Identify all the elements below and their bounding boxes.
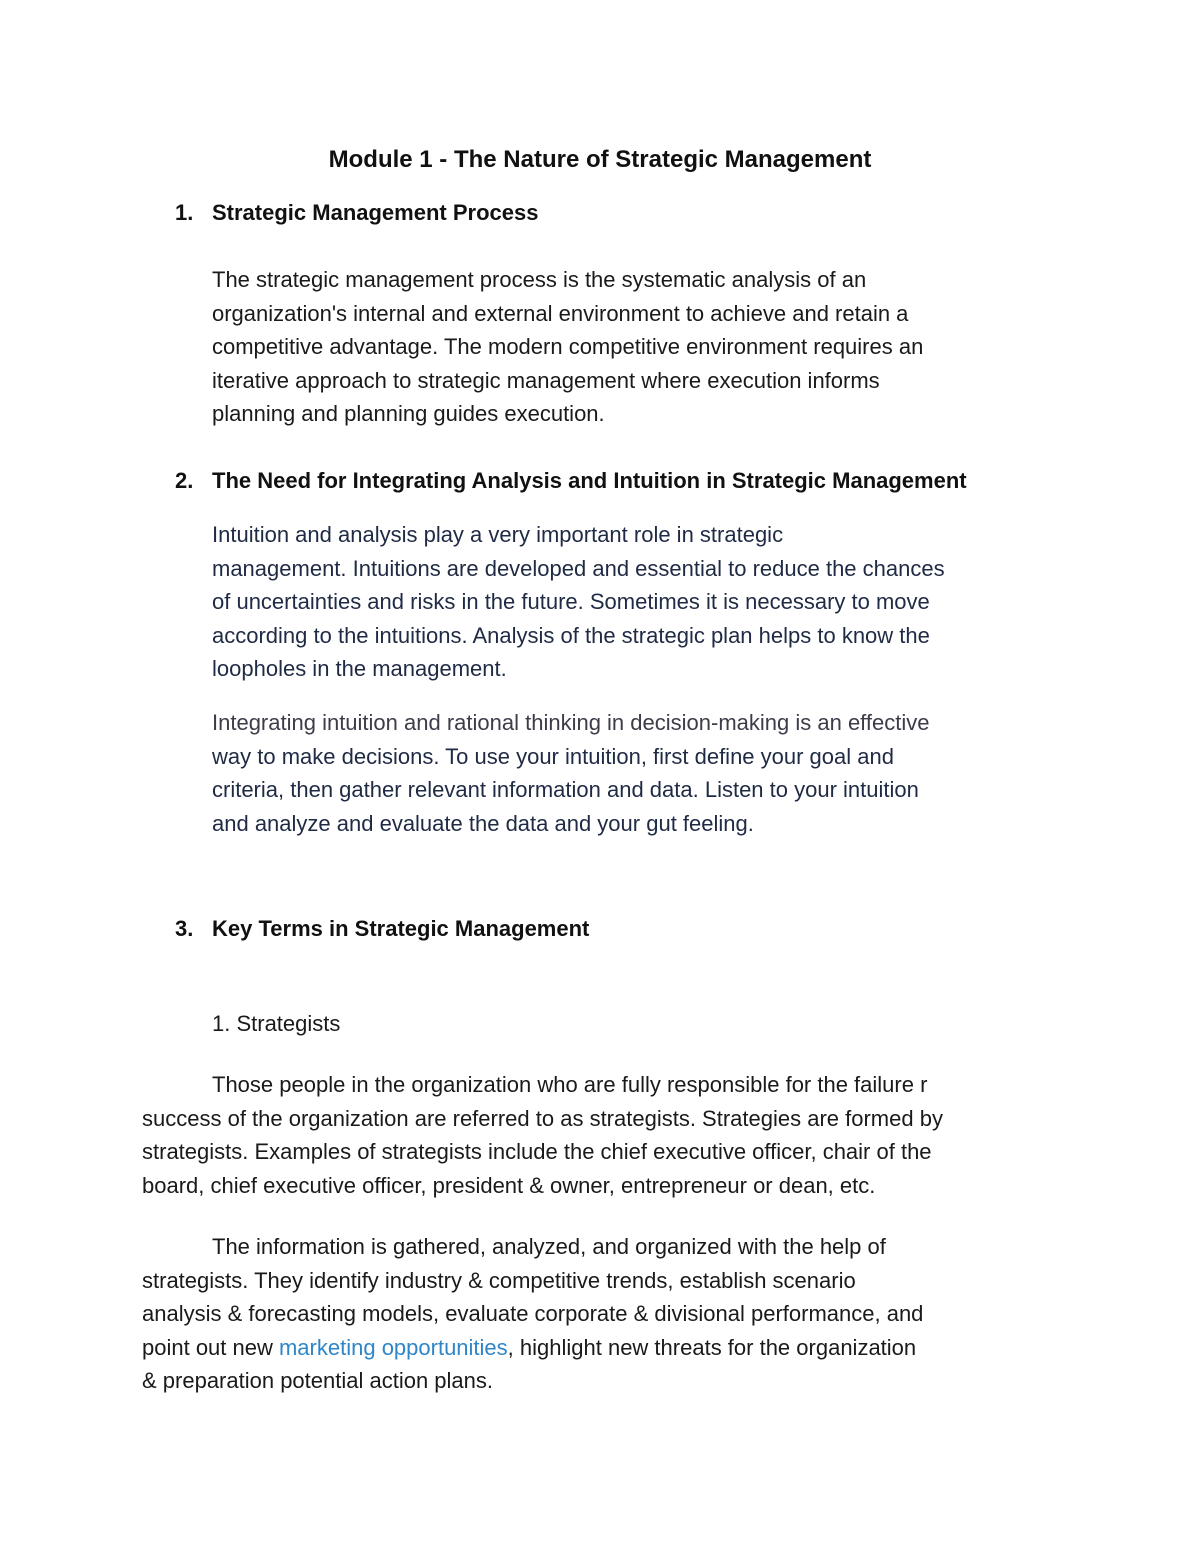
strategists-paragraph-1 xyxy=(142,1068,1072,1202)
paragraph-line: competitive advantage. The modern competitive environment requires an xyxy=(212,334,924,359)
paragraph-line: and analyze and evaluate the data and your gut feeling. xyxy=(212,810,754,836)
paragraph-line: planning and planning guides execution. xyxy=(212,401,605,426)
section-2-heading xyxy=(175,464,967,498)
document-title: Module 1 - The Nature of Strategic Management xyxy=(328,146,872,173)
paragraph-line: iterative approach to strategic management where execution informs xyxy=(212,367,880,393)
paragraph-line: organization's internal and external environment to achieve and retain a xyxy=(212,300,909,326)
line-text: point out new xyxy=(142,1334,279,1360)
marketing-opportunities-link[interactable]: marketing opportunities xyxy=(278,1334,508,1360)
section-1-title: Strategic Management Process xyxy=(212,200,539,225)
paragraph-line: & preparation potential action plans. xyxy=(142,1368,494,1393)
paragraph-line: analysis & forecasting models, evaluate corporate & divisional performance, and xyxy=(142,1301,924,1326)
key-term-strategists: 1. Strategists xyxy=(212,1011,341,1036)
section-2-paragraph-2 xyxy=(212,706,1072,840)
section-2-title: The Need for Integrating Analysis and Intuition in Strategic Management xyxy=(212,468,967,493)
paragraph-line xyxy=(142,1331,1072,1365)
line-text: , highlight new threats for the organization xyxy=(507,1334,917,1360)
paragraph-line: Intuition and analysis play a very important role in strategic xyxy=(212,522,784,547)
section-3-number: 3. xyxy=(175,916,194,941)
paragraph-line: criteria, then gather relevant information and data. Listen to your intuition xyxy=(212,777,919,802)
paragraph-line: board, chief executive officer, president & owner, entrepreneur or dean, etc. xyxy=(142,1172,876,1198)
paragraph-line: way to make decisions. To use your intuition, first define your goal and xyxy=(212,743,894,769)
paragraph-line: The information is gathered, analyzed, and organized with the help of xyxy=(212,1234,886,1259)
paragraph-line: The strategic management process is the systematic analysis of an xyxy=(212,267,867,292)
paragraph-line: management. Intuitions are developed and essential to reduce the chances xyxy=(212,555,945,581)
section-1-paragraph xyxy=(212,263,1072,431)
paragraph-line: success of the organization are referred to as strategists. Strategies are formed by xyxy=(142,1105,943,1131)
paragraph-line: Integrating intuition and rational thinking in decision-making is an effective xyxy=(212,710,930,735)
paragraph-line: of uncertainties and risks in the future. Sometimes it is necessary to move xyxy=(212,589,930,614)
section-2-paragraph-1 xyxy=(212,518,1072,686)
paragraph-line: Those people in the organization who are fully responsible for the failure r xyxy=(212,1072,928,1097)
section-3-title: Key Terms in Strategic Management xyxy=(212,916,590,941)
section-1-heading xyxy=(175,196,538,230)
section-2-number: 2. xyxy=(175,468,194,493)
paragraph-line: strategists. Examples of strategists include the chief executive officer, chair of the xyxy=(142,1139,932,1164)
section-3-heading xyxy=(175,912,589,946)
paragraph-line: according to the intuitions. Analysis of the strategic plan helps to know the xyxy=(212,622,930,648)
paragraph-line: strategists. They identify industry & competitive trends, establish scenario xyxy=(142,1267,856,1293)
paragraph-line: loopholes in the management. xyxy=(212,656,507,681)
section-1-number: 1. xyxy=(175,200,194,225)
strategists-paragraph-2 xyxy=(142,1230,1072,1398)
